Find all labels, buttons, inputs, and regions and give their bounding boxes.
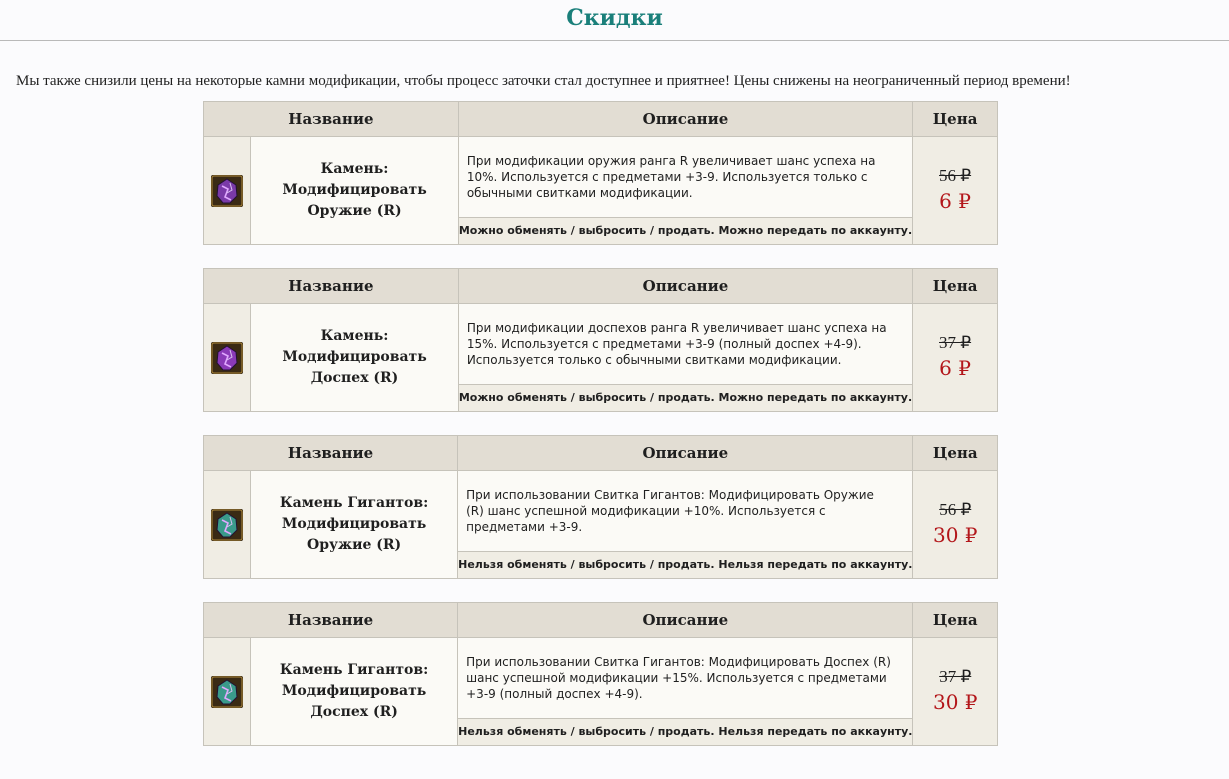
header-price: Цена bbox=[913, 269, 998, 304]
item-description: При использовании Свитка Гигантов: Модифицировать Оружие (R) шанс успешной модификации +10%. Используется с предметами +3-9. bbox=[466, 488, 874, 534]
item-icon-cell bbox=[204, 638, 251, 746]
header-description: Описание bbox=[458, 269, 912, 304]
intro-text: Мы также снизили цены на некоторые камни модификации, чтобы процесс заточки стал доступнее и приятнее! Цены снижены на неограниченный период времени! bbox=[16, 73, 1071, 89]
item-row bbox=[204, 638, 998, 746]
new-price: 6 ₽ bbox=[939, 355, 971, 380]
item-name: Камень Гигантов: Модифицировать Оружие (R) bbox=[251, 471, 458, 579]
item-row bbox=[204, 471, 998, 579]
item-price-cell bbox=[913, 471, 998, 579]
purple-enhancement-stone-icon[interactable] bbox=[211, 342, 243, 374]
item-description: При модификации доспехов ранга R увеличивает шанс успеха на 15%. Используется с предметами +3-9 (полный доспех +4-9). Используется только с обычными свитками модификации. bbox=[466, 321, 887, 367]
header-description: Описание bbox=[458, 436, 913, 471]
old-price: 56 ₽ bbox=[939, 165, 972, 185]
old-price: 37 ₽ bbox=[939, 332, 972, 352]
purple-enhancement-stone-icon[interactable] bbox=[211, 175, 243, 207]
item-name: Камень: Модифицировать Оружие (R) bbox=[251, 137, 459, 245]
item-table bbox=[203, 268, 998, 412]
item-price-cell bbox=[913, 137, 998, 245]
item-restrictions: Нельзя обменять / выбросить / продать. Нельзя передать по аккаунту. bbox=[458, 718, 912, 745]
new-price: 30 ₽ bbox=[932, 689, 978, 714]
header-name: Название bbox=[204, 603, 458, 638]
item-name: Камень Гигантов: Модифицировать Доспех (R) bbox=[251, 638, 458, 746]
item-description-cell bbox=[458, 471, 913, 579]
old-price: 37 ₽ bbox=[939, 666, 972, 686]
item-name: Камень: Модифицировать Доспех (R) bbox=[251, 304, 459, 412]
item-table bbox=[203, 435, 998, 579]
header-price: Цена bbox=[913, 102, 998, 137]
page-title: Скидки bbox=[0, 0, 1229, 41]
header-price: Цена bbox=[913, 603, 998, 638]
new-price: 6 ₽ bbox=[939, 188, 971, 213]
item-header-row bbox=[204, 603, 998, 638]
item-icon-cell bbox=[204, 304, 251, 412]
item-header-row bbox=[204, 102, 998, 137]
item-price-cell bbox=[913, 638, 998, 746]
item-description-cell bbox=[458, 304, 912, 412]
item-description-cell bbox=[458, 638, 913, 746]
item-row bbox=[204, 304, 998, 412]
header-description: Описание bbox=[458, 102, 912, 137]
item-row bbox=[204, 137, 998, 245]
item-price-cell bbox=[913, 304, 998, 412]
header-price: Цена bbox=[913, 436, 998, 471]
item-description-cell bbox=[458, 137, 912, 245]
header-description: Описание bbox=[458, 603, 913, 638]
item-restrictions: Можно обменять / выбросить / продать. Можно передать по аккаунту. bbox=[459, 384, 912, 411]
item-icon-cell bbox=[204, 137, 251, 245]
item-icon-cell bbox=[204, 471, 251, 579]
item-header-row bbox=[204, 269, 998, 304]
new-price: 30 ₽ bbox=[932, 522, 978, 547]
old-price: 56 ₽ bbox=[939, 499, 972, 519]
item-header-row bbox=[204, 436, 998, 471]
item-table bbox=[203, 602, 998, 746]
item-table bbox=[203, 101, 998, 245]
item-description: При использовании Свитка Гигантов: Модифицировать Доспех (R) шанс успешной модификации +15%. Используется с предметами +3-9 (полный доспех +4-9). bbox=[466, 655, 891, 701]
green-giant-stone-icon[interactable] bbox=[211, 676, 243, 708]
item-restrictions: Нельзя обменять / выбросить / продать. Нельзя передать по аккаунту. bbox=[458, 551, 912, 578]
header-name: Название bbox=[204, 269, 459, 304]
green-giant-stone-icon[interactable] bbox=[211, 509, 243, 541]
header-name: Название bbox=[204, 102, 459, 137]
header-name: Название bbox=[204, 436, 458, 471]
items-list bbox=[0, 101, 1229, 746]
item-description: При модификации оружия ранга R увеличивает шанс успеха на 10%. Используется с предметами +3-9. Используется только с обычными свитками модификации. bbox=[466, 154, 876, 200]
item-restrictions: Можно обменять / выбросить / продать. Можно передать по аккаунту. bbox=[459, 217, 912, 244]
